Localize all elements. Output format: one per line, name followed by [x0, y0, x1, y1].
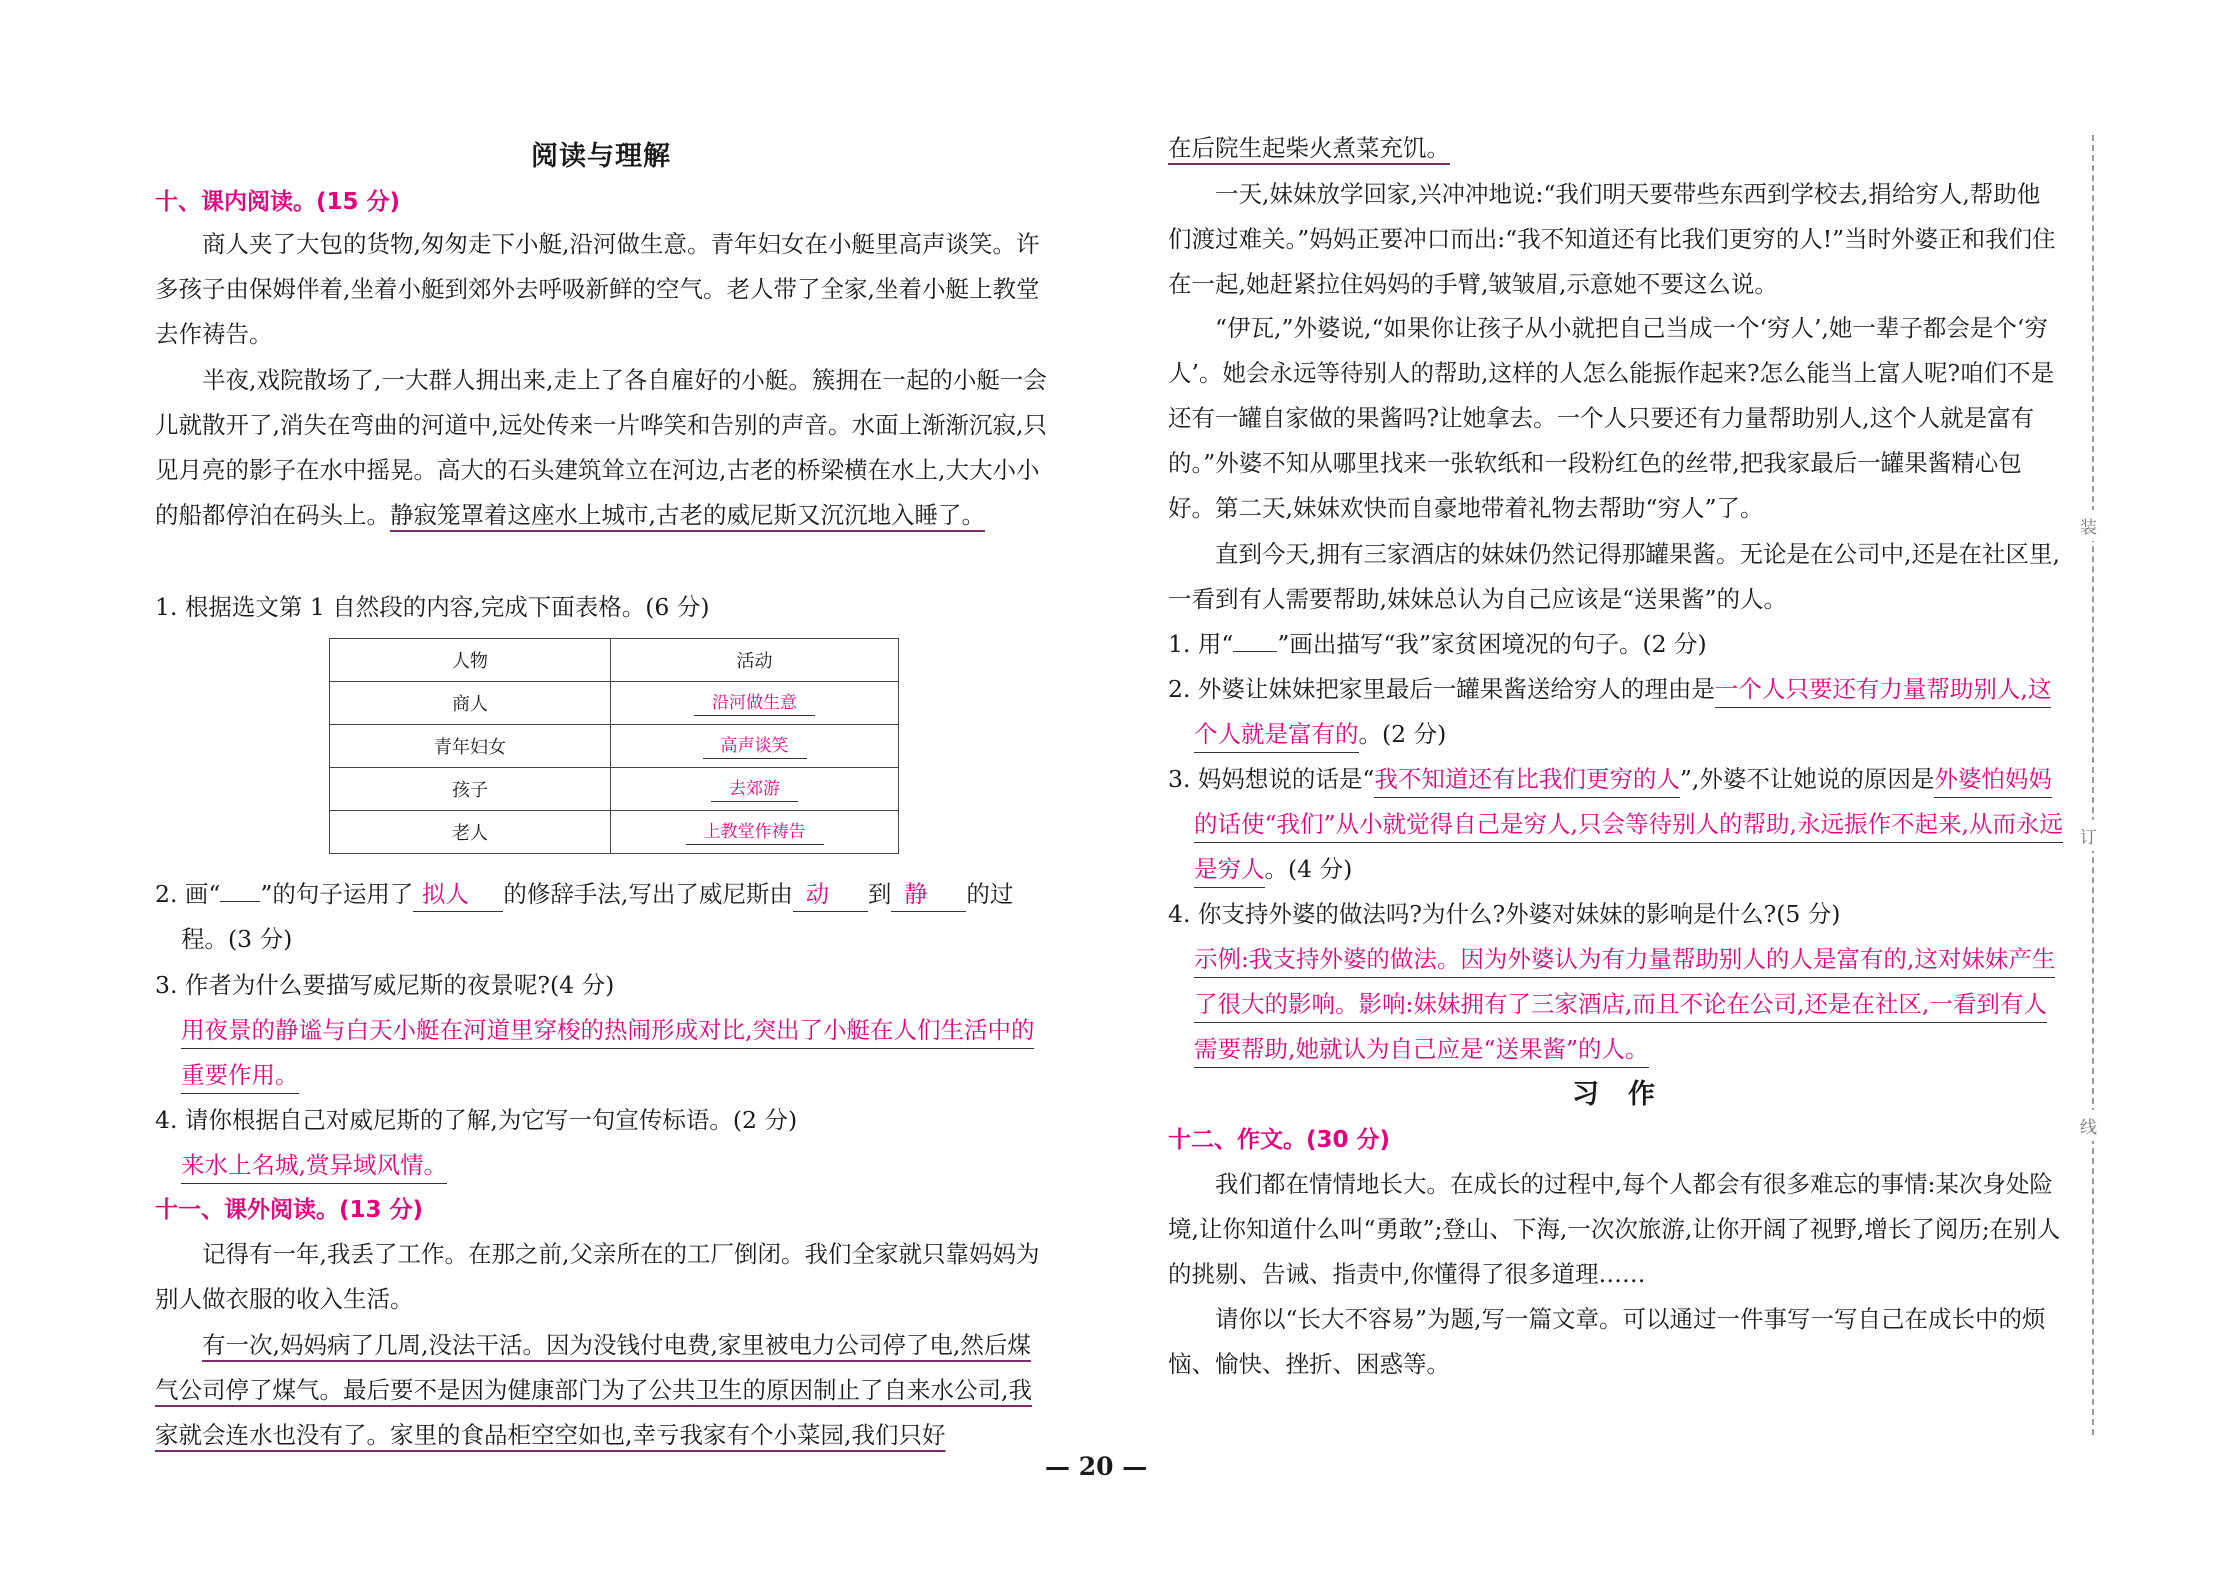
- question-12-heading: 十二、作文。(30 分): [1168, 1127, 1391, 1153]
- passage-continued: 在后院生起柴火煮菜充饥。: [1168, 134, 1450, 162]
- answer-blank: 动: [793, 877, 868, 912]
- table-header-cell: 活动: [611, 639, 899, 682]
- binding-char: 装: [2080, 510, 2097, 541]
- question-10-heading: 十、课内阅读。(15 分): [155, 189, 401, 215]
- page-number: — 20 —: [1045, 1452, 1148, 1481]
- table-cell-person: 孩子: [330, 768, 611, 811]
- table-answer: 沿河做生意: [694, 691, 815, 716]
- table-cell-activity: [611, 768, 899, 811]
- question-3-answer: 用夜景的静谧与白天小艇在河道里穿梭的热闹形成对比,突出了小艇在人们生活中的重要作用。: [155, 1008, 1050, 1098]
- answer-line: 一个人只要还有力量帮助别人,这个人就是富有的: [1194, 675, 2051, 753]
- passage-paragraph-1: 商人夹了大包的货物,匆匆走下小艇,沿河做生意。青年妇女在小艇里高声谈笑。许多孩子由保姆伴着,坐着小艇到郊外去呼吸新鲜的空气。老人带了全家,坐着小艇上教堂去作祷告。: [155, 230, 1040, 348]
- section-title-reading: 阅读与理解: [531, 141, 671, 172]
- table-cell-activity: [611, 811, 899, 854]
- question-11-heading: 十一、课外阅读。(13 分): [155, 1197, 424, 1223]
- passage-paragraph-4: 有一次,妈妈病了几周,没法干活。因为没钱付电费,家里被电力公司停了电,然后煤气公司停了煤气。最后要不是因为健康部门为了公共卫生的原因制止了自来水公司,我家就会连水也没有了。家里的食品柜空空如也,幸亏我家有个小菜园,我们只好: [155, 1331, 1032, 1449]
- passage-paragraph-3: 记得有一年,我丢了工作。在那之前,父亲所在的工厂倒闭。我们全家就只靠妈妈为别人做衣服的收入生活。: [155, 1240, 1040, 1313]
- table-answer: 高声谈笑: [703, 734, 807, 759]
- answer-blank: 拟人: [413, 877, 503, 912]
- essay-prompt-paragraph-1: 我们都在情情地长大。在成长的过程中,每个人都会有很多难忘的事情:某次身处险境,让你知道什么叫“勇敢”;登山、下海,一次次旅游,让你开阔了视野,增长了阅历;在别人的挑剔、告诫、指责中,你懂得了很多道理……: [1168, 1170, 2061, 1288]
- table-cell-person: 老人: [330, 811, 611, 854]
- table-cell-person: 青年妇女: [330, 725, 611, 768]
- underlined-sentence: 静寂笼罩着这座水上城市,古老的威尼斯又沉沉地入睡了。: [390, 501, 985, 529]
- table-cell-activity: [611, 725, 899, 768]
- table-cell-activity: [611, 682, 899, 725]
- question-r1: 1. 用“ ”画出描写“我”家贫困境况的句子。(2 分): [1168, 630, 1707, 658]
- answer-line: 外婆怕妈妈的话使“我们”从小就觉得自己是穷人,只会等待别人的帮助,永远振作不起来,从而永远是穷人: [1194, 765, 2063, 888]
- section-title-writing: 习 作: [1572, 1079, 1656, 1110]
- answer-line: 我不知道还有比我们更穷的人: [1374, 765, 1680, 798]
- question-r3: 3. 妈妈想说的话是“我不知道还有比我们更穷的人”,外婆不让她说的原因是外婆怕妈妈的话使“我们”从小就觉得自己是穷人,只会等待别人的帮助,永远振作不起来,从而永远是穷人。(4 分): [1168, 757, 2063, 892]
- question-r4: 4. 你支持外婆的做法吗?为什么?外婆对妹妹的影响是什么?(5 分): [1168, 900, 1841, 928]
- question-4-answer: 来水上名城,赏异域风情。: [155, 1143, 1050, 1188]
- essay-prompt-paragraph-2: 请你以“长大不容易”为题,写一篇文章。可以通过一件事写一写自己在成长中的烦恼、愉快、挫折、困惑等。: [1168, 1305, 2046, 1378]
- passage-paragraph-2: 半夜,戏院散场了,一大群人拥出来,走上了各自雇好的小艇。簇拥在一起的小艇一会儿就散开了,消失在弯曲的河道中,远处传来一片哗笑和告别的声音。水面上渐渐沉寂,只见月亮的影子在水中摇晃。高大的石头建筑耸立在河边,古老的桥梁横在水上,大大小小的船都停泊在码头上。静寂笼罩着这座水上城市,古老的威尼斯又沉沉地入睡了。: [155, 366, 1047, 529]
- question-r2: 2. 外婆让妹妹把家里最后一罐果酱送给穷人的理由是一个人只要还有力量帮助别人,这个人就是富有的。(2 分): [1168, 667, 2063, 757]
- table-row: [330, 682, 899, 725]
- underline-sample: [1233, 651, 1277, 652]
- table-row: [330, 768, 899, 811]
- passage-paragraph-6: “伊瓦,”外婆说,“如果你让孩子从小就把自己当成一个‘穷人’,她一辈子都会是个‘穷人’。她会永远等待别人的帮助,这样的人怎么能振作起来?怎么能当上富人呢?咱们不是还有一罐自家做的果酱吗?让她拿去。一个人只要还有力量帮助别人,这个人就是富有的。”外婆不知从哪里找来一张软纸和一段粉红色的丝带,把我家最后一罐果酱精心包好。第二天,妹妹欢快而自豪地带着礼物去帮助“穷人”了。: [1168, 314, 2055, 522]
- table-header-row: [330, 639, 899, 682]
- passage-paragraph-7: 直到今天,拥有三家酒店的妹妹仍然记得那罐果酱。无论是在公司中,还是在社区里,一看到有人需要帮助,妹妹总认为自己应该是“送果酱”的人。: [1168, 540, 2060, 613]
- table-answer: 上教堂作祷告: [686, 820, 824, 845]
- passage-paragraph-5: 一天,妹妹放学回家,兴冲冲地说:“我们明天要带些东西到学校去,捐给穷人,帮助他们渡过难关。”妈妈正要冲口而出:“我不知道还有比我们更穷的人!”当时外婆正和我们住在一起,她赶紧拉住妈妈的手臂,皱皱眉,示意她不要这么说。: [1168, 180, 2056, 298]
- question-r4-answer: 示例:我支持外婆的做法。因为外婆认为有力量帮助别人的人是富有的,这对妹妹产生了很大的影响。影响:妹妹拥有了三家酒店,而且不论在公司,还是在社区,一看到有人需要帮助,她就认为自己应是“送果酱”的人。: [1168, 937, 2063, 1072]
- activity-table: [329, 638, 899, 854]
- question-4: 4. 请你根据自己对威尼斯的了解,为它写一句宣传标语。(2 分): [155, 1106, 798, 1134]
- question-1: 1. 根据选文第 1 自然段的内容,完成下面表格。(6 分): [155, 593, 710, 621]
- table-row: [330, 725, 899, 768]
- binding-char: 订: [2080, 820, 2097, 851]
- answer-blank: 静: [891, 877, 966, 912]
- binding-char: 线: [2080, 1110, 2097, 1141]
- underline-sample: [220, 901, 260, 902]
- table-row: [330, 811, 899, 854]
- table-cell-person: 商人: [330, 682, 611, 725]
- table-header-cell: 人物: [330, 639, 611, 682]
- table-answer: 去郊游: [711, 777, 798, 802]
- question-3: 3. 作者为什么要描写威尼斯的夜景呢?(4 分): [155, 971, 615, 999]
- binding-line: [2092, 135, 2094, 1435]
- question-2: 2. 画“ ”的句子运用了 拟人 的修辞手法,写出了威尼斯由 动 到 静 的过程。(3 分): [155, 872, 1050, 962]
